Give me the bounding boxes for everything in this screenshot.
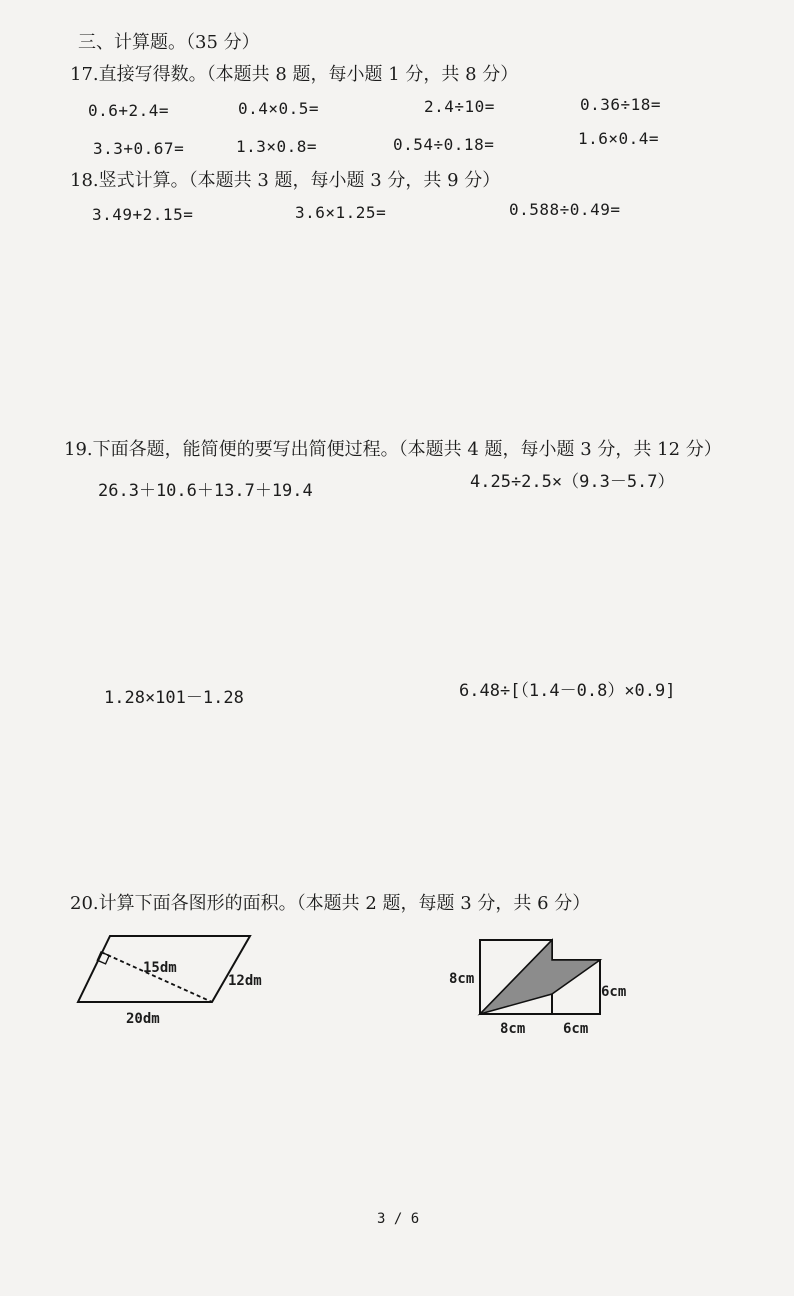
q19-item: 4.25÷2.5×（9.3－5.7） [470, 472, 675, 492]
q17-item: 2.4÷10= [424, 97, 495, 116]
q19-item: 1.28×101－1.28 [104, 688, 244, 708]
parallelogram-height-label: 15dm [143, 960, 177, 976]
bottom-left-label: 8cm [500, 1021, 526, 1037]
parallelogram-figure [70, 930, 300, 1020]
q17-item: 0.54÷0.18= [393, 135, 495, 154]
q17-item: 1.3×0.8= [236, 137, 318, 156]
q17-heading: 17.直接写得数。（本题共 8 题，每小题 1 分，共 8 分） [70, 64, 519, 85]
q20-heading: 20.计算下面各图形的面积。（本题共 2 题，每题 3 分，共 6 分） [70, 893, 591, 914]
left-side-label: 8cm [449, 971, 475, 987]
q17-item: 0.4×0.5= [238, 99, 320, 118]
q18-heading: 18.竖式计算。（本题共 3 题，每小题 3 分，共 9 分） [70, 170, 501, 191]
q19-item: 6.48÷[（1.4－0.8）×0.9] [459, 681, 676, 701]
q19-heading: 19.下面各题，能简便的要写出简便过程。（本题共 4 题，每小题 3 分，共 12 分） [64, 439, 722, 460]
q18-item: 3.6×1.25= [295, 203, 387, 222]
q19-item: 26.3＋10.6＋13.7＋19.4 [98, 481, 313, 501]
bottom-right-label: 6cm [563, 1021, 589, 1037]
right-side-label: 6cm [601, 984, 627, 1000]
q18-item: 3.49+2.15= [92, 205, 194, 224]
q17-item: 1.6×0.4= [578, 129, 660, 148]
parallelogram-base-label: 20dm [126, 1011, 160, 1027]
two-squares-figure [478, 938, 608, 1018]
q18-item: 0.588÷0.49= [509, 200, 621, 219]
shaded-region [480, 940, 600, 1014]
q17-item: 0.6+2.4= [88, 101, 170, 120]
section-title: 三、计算题。（35 分） [78, 32, 260, 53]
page-number: 3 / 6 [377, 1211, 420, 1227]
q17-item: 3.3+0.67= [93, 139, 185, 158]
parallelogram-side-label: 12dm [228, 973, 262, 989]
q17-item: 0.36÷18= [580, 95, 662, 114]
